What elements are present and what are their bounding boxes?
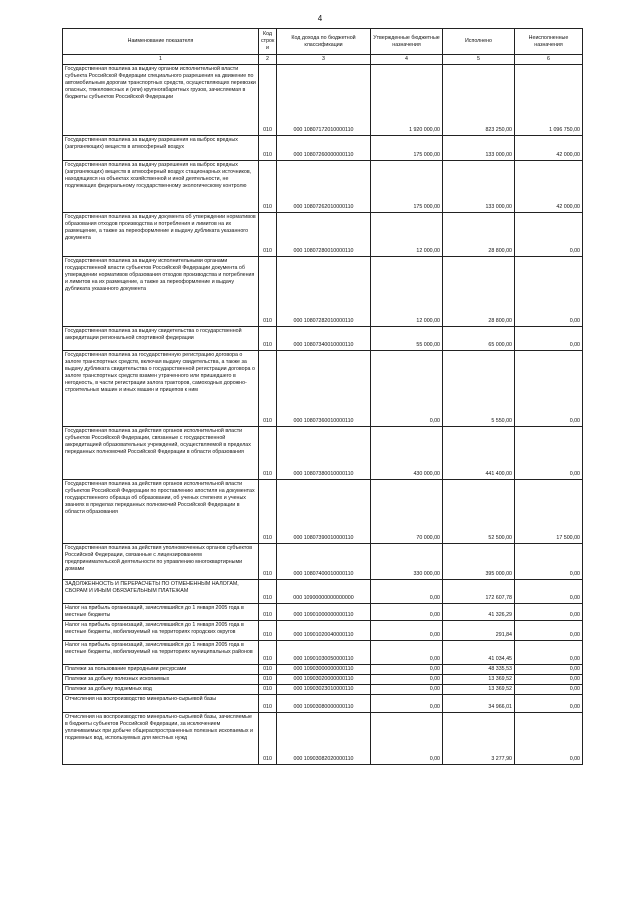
indicator-name: Государственная пошлина за выдачу исполнительными органами государственной власти субъектов Российской Федерации документа об утверждении нормативов образования отходов производства и потребления и лимитов на их размещение, а также за переоформление и выдачу дубликата указанного документа	[63, 257, 259, 327]
approved-amount: 0,00	[371, 695, 443, 713]
indicator-name: Государственная пошлина за действия уполномоченных органов субъектов Российской Федерации, связанные с лицензированием предпринимательской деятельности по управлению многоквартирными домами	[63, 544, 259, 580]
table-row	[63, 351, 583, 427]
indicator-name: Государственная пошлина за выдачу разрешения на выброс вредных (загрязняющих) веществ в атмосферный воздух стационарных источников, находящихся на объектах хозяйственной и иной деятельности, не подлежащих федеральному государственному экологическому контролю	[63, 161, 259, 213]
unexecuted-amount: 0,00	[515, 685, 583, 695]
income-code: 000 10901020040000110	[277, 621, 371, 641]
table-row	[63, 641, 583, 665]
income-code: 000 10807282010000110	[277, 257, 371, 327]
unexecuted-amount: 0,00	[515, 580, 583, 604]
approved-amount: 0,00	[371, 665, 443, 675]
approved-amount: 0,00	[371, 604, 443, 621]
income-code: 000 10807360010000110	[277, 351, 371, 427]
indicator-name: Отчисления на воспроизводство минерально-сырьевой базы, зачисляемые в бюджеты субъектов Российской Федерации, за исключением уплачиваемых при добыче общераспространенных полезных ископаемых и подземных вод, используемых для местных нужд	[63, 713, 259, 765]
indicator-name: Налог на прибыль организаций, зачислявшийся до 1 января 2005 года в местные бюджеты, мобилизуемый на территориях городских округов	[63, 621, 259, 641]
line-code: 010	[259, 641, 277, 665]
unexecuted-amount: 0,00	[515, 604, 583, 621]
unexecuted-amount: 0,00	[515, 427, 583, 480]
executed-amount: 133 000,00	[443, 161, 515, 213]
indicator-name: Платежи за пользование природными ресурсами	[63, 665, 259, 675]
executed-amount: 291,84	[443, 621, 515, 641]
executed-amount: 52 500,00	[443, 480, 515, 544]
budget-execution-table	[62, 28, 583, 765]
indicator-name: Отчисления на воспроизводство минерально-сырьевой базы	[63, 695, 259, 713]
income-code: 000 10807390010000110	[277, 480, 371, 544]
unexecuted-amount: 0,00	[515, 544, 583, 580]
line-code: 010	[259, 665, 277, 675]
table-row	[63, 675, 583, 685]
approved-amount: 0,00	[371, 351, 443, 427]
unexecuted-amount: 42 000,00	[515, 161, 583, 213]
executed-amount: 441 400,00	[443, 427, 515, 480]
table-row	[63, 621, 583, 641]
unexecuted-amount: 0,00	[515, 665, 583, 675]
income-code: 000 10807280010000110	[277, 213, 371, 257]
unexecuted-amount: 0,00	[515, 695, 583, 713]
header-indicator-name: Наименование показателя	[63, 29, 259, 55]
income-code: 000 10901000000000110	[277, 604, 371, 621]
executed-amount: 133 000,00	[443, 136, 515, 161]
indicator-name: Государственная пошлина за выдачу документа об утверждении нормативов образования отходов производства и потребления и лимитов на их размещение, а также за переоформление и выдачу дубликата указанного документа	[63, 213, 259, 257]
unexecuted-amount: 17 500,00	[515, 480, 583, 544]
approved-amount: 12 000,00	[371, 213, 443, 257]
approved-amount: 0,00	[371, 675, 443, 685]
income-code: 000 10901030050000110	[277, 641, 371, 665]
approved-amount: 175 000,00	[371, 161, 443, 213]
unexecuted-amount: 0,00	[515, 257, 583, 327]
indicator-name: Государственная пошлина за выдачу разрешения на выброс вредных (загрязняющих) веществ в атмосферный воздух	[63, 136, 259, 161]
unexecuted-amount: 42 000,00	[515, 136, 583, 161]
executed-amount: 34 966,01	[443, 695, 515, 713]
income-code: 000 10903023010000110	[277, 685, 371, 695]
executed-amount: 65 000,00	[443, 327, 515, 351]
approved-amount: 175 000,00	[371, 136, 443, 161]
indicator-name: Налог на прибыль организаций, зачислявшийся до 1 января 2005 года в местные бюджеты, мобилизуемый на территориях муниципальных районов	[63, 641, 259, 665]
executed-amount: 41 034,45	[443, 641, 515, 665]
table-row	[63, 161, 583, 213]
header-income-code: Код дохода по бюджетной классификации	[277, 29, 371, 55]
column-index: 6	[515, 55, 583, 65]
indicator-name: Государственная пошлина за выдачу свидетельства о государственной аккредитации региональной спортивной федерации	[63, 327, 259, 351]
table-row	[63, 695, 583, 713]
line-code: 010	[259, 695, 277, 713]
table-row	[63, 544, 583, 580]
table-row	[63, 65, 583, 136]
header-executed: Исполнено	[443, 29, 515, 55]
executed-amount: 13 369,52	[443, 685, 515, 695]
approved-amount: 0,00	[371, 685, 443, 695]
line-code: 010	[259, 685, 277, 695]
approved-amount: 12 000,00	[371, 257, 443, 327]
income-code: 000 10807380010000110	[277, 427, 371, 480]
line-code: 010	[259, 713, 277, 765]
line-code: 010	[259, 65, 277, 136]
line-code: 010	[259, 213, 277, 257]
executed-amount: 28 800,00	[443, 213, 515, 257]
executed-amount: 48 335,53	[443, 665, 515, 675]
approved-amount: 430 000,00	[371, 427, 443, 480]
line-code: 010	[259, 675, 277, 685]
line-code: 010	[259, 480, 277, 544]
line-code: 010	[259, 351, 277, 427]
approved-amount: 0,00	[371, 580, 443, 604]
indicator-name: Государственная пошлина за действия органов исполнительной власти субъектов Российской Федерации по проставлению апостиля на документах государственного образца об образовании, об ученых степенях и ученых званиях в пределах переданных полномочий Российской Федерации в области образования	[63, 480, 259, 544]
approved-amount: 55 000,00	[371, 327, 443, 351]
executed-amount: 5 550,00	[443, 351, 515, 427]
indicator-name: Государственная пошлина за государственную регистрацию договора о залоге транспортных средств, включая выдачу свидетельства, а также за выдачу дубликата свидетельства о государственной регистрации договора о залоге транспортных средств взамен утраченного или пришедшего в негодность, в части регистрации залога тракторов, самоходных дорожно-строительных машин и иных машин и прицепов к ним	[63, 351, 259, 427]
table-row	[63, 480, 583, 544]
table-row	[63, 327, 583, 351]
approved-amount: 0,00	[371, 713, 443, 765]
indicator-name: Платежи за добычу подземных вод	[63, 685, 259, 695]
table-row	[63, 213, 583, 257]
table-row	[63, 604, 583, 621]
unexecuted-amount: 0,00	[515, 713, 583, 765]
indicator-name: ЗАДОЛЖЕННОСТЬ И ПЕРЕРАСЧЕТЫ ПО ОТМЕНЕННЫМ НАЛОГАМ, СБОРАМ И ИНЫМ ОБЯЗАТЕЛЬНЫМ ПЛАТЕЖАМ	[63, 580, 259, 604]
table-row	[63, 713, 583, 765]
header-line-code: Код строк и	[259, 29, 277, 55]
indicator-name: Государственная пошлина за действия органов исполнительной власти субъектов Российской Федерации, связанные с государственной аккредитацией образовательных учреждений, осуществляемой в пределах переданных полномочий Российской Федерации в области образования	[63, 427, 259, 480]
column-index: 4	[371, 55, 443, 65]
table-row	[63, 257, 583, 327]
table-row	[63, 136, 583, 161]
approved-amount: 0,00	[371, 621, 443, 641]
column-index: 2	[259, 55, 277, 65]
approved-amount: 330 000,00	[371, 544, 443, 580]
line-code: 010	[259, 604, 277, 621]
line-code: 010	[259, 327, 277, 351]
table-row	[63, 427, 583, 480]
line-code: 010	[259, 427, 277, 480]
column-index: 5	[443, 55, 515, 65]
income-code: 000 10903000000000110	[277, 665, 371, 675]
line-code: 010	[259, 257, 277, 327]
table-row	[63, 665, 583, 675]
unexecuted-amount: 0,00	[515, 351, 583, 427]
income-code: 000 10807172010000110	[277, 65, 371, 136]
unexecuted-amount: 1 096 750,00	[515, 65, 583, 136]
table-row	[63, 580, 583, 604]
approved-amount: 70 000,00	[371, 480, 443, 544]
approved-amount: 1 920 000,00	[371, 65, 443, 136]
income-code: 000 10807400010000110	[277, 544, 371, 580]
line-code: 010	[259, 621, 277, 641]
unexecuted-amount: 0,00	[515, 213, 583, 257]
income-code: 000 10807340010000110	[277, 327, 371, 351]
header-row	[63, 29, 583, 55]
income-code: 000 10807260000000110	[277, 136, 371, 161]
column-index: 3	[277, 55, 371, 65]
line-code: 010	[259, 544, 277, 580]
executed-amount: 28 800,00	[443, 257, 515, 327]
income-code: 000 10900000000000000	[277, 580, 371, 604]
unexecuted-amount: 0,00	[515, 641, 583, 665]
indicator-name: Налог на прибыль организаций, зачислявшийся до 1 января 2005 года в местные бюджеты	[63, 604, 259, 621]
executed-amount: 13 369,52	[443, 675, 515, 685]
unexecuted-amount: 0,00	[515, 621, 583, 641]
unexecuted-amount: 0,00	[515, 675, 583, 685]
table-row	[63, 685, 583, 695]
executed-amount: 395 000,00	[443, 544, 515, 580]
income-code: 000 10903082020000110	[277, 713, 371, 765]
executed-amount: 41 326,29	[443, 604, 515, 621]
income-code: 000 10807262010000110	[277, 161, 371, 213]
line-code: 010	[259, 580, 277, 604]
column-index-row	[63, 55, 583, 65]
line-code: 010	[259, 136, 277, 161]
column-index: 1	[63, 55, 259, 65]
header-approved: Утвержденные бюджетные назначения	[371, 29, 443, 55]
unexecuted-amount: 0,00	[515, 327, 583, 351]
line-code: 010	[259, 161, 277, 213]
executed-amount: 823 250,00	[443, 65, 515, 136]
page-number: 4	[317, 14, 323, 23]
executed-amount: 172 607,78	[443, 580, 515, 604]
indicator-name: Государственная пошлина за выдачу органом исполнительной власти субъекта Российской Федерации специального разрешения на движение по автомобильным дорогам транспортных средств, осуществляющих перевозки опасных, тяжеловесных и (или) крупногабаритных грузов, зачисляемая в бюджеты субъектов Российской Федерации	[63, 65, 259, 136]
approved-amount: 0,00	[371, 641, 443, 665]
executed-amount: 3 277,90	[443, 713, 515, 765]
income-code: 000 10903020000000110	[277, 675, 371, 685]
header-unexecuted: Неисполненные назначения	[515, 29, 583, 55]
income-code: 000 10903080000000110	[277, 695, 371, 713]
indicator-name: Платежи за добычу полезных ископаемых	[63, 675, 259, 685]
